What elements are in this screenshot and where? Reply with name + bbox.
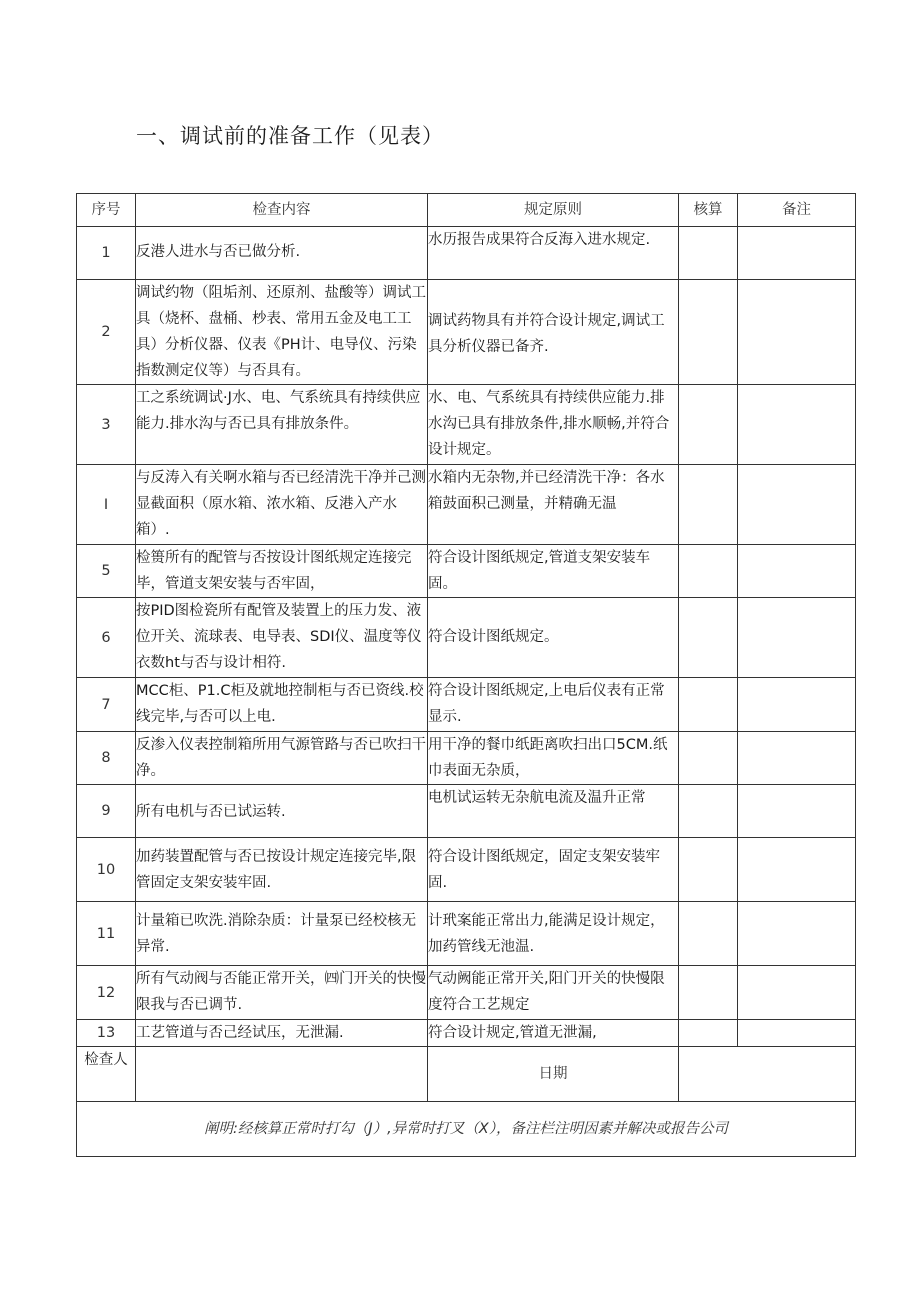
check-content: 计量箱已吹洗.消除杂质：计量泵已经校核无异常. xyxy=(136,902,428,966)
check-cell[interactable] xyxy=(679,966,738,1020)
rule-text: 水箱内无杂物,并已经清洗干净：各水箱鼓面积己测量，并精确无温 xyxy=(428,465,679,545)
check-content: 所有电机与否已试运转. xyxy=(136,785,428,838)
rule-text: 水、电、气系统具有持续供应能力.排水沟已具有排放条件,排水顺畅,并符合设计规定。 xyxy=(428,385,679,465)
date-label: 日期 xyxy=(428,1047,679,1102)
inspector-field[interactable] xyxy=(136,1047,428,1102)
remark-cell[interactable] xyxy=(738,598,856,678)
remark-cell[interactable] xyxy=(738,385,856,465)
row-number: I xyxy=(77,465,136,545)
check-cell[interactable] xyxy=(679,732,738,785)
rule-text: 水历报告成果符合反海入进水规定. xyxy=(428,227,679,280)
row-number: 9 xyxy=(77,785,136,838)
remark-cell[interactable] xyxy=(738,838,856,902)
table-row xyxy=(77,1020,856,1047)
rule-text: 符合设计图纸规定。 xyxy=(428,598,679,678)
row-number: 8 xyxy=(77,732,136,785)
rule-text: 符合设计图纸规定,上电后仪表有正常显示. xyxy=(428,678,679,732)
check-cell[interactable] xyxy=(679,545,738,598)
table-row xyxy=(77,227,856,280)
rule-text: 气动阙能正常开关,阳门开关的快慢限度符合工艺规定 xyxy=(428,966,679,1020)
table-row xyxy=(77,678,856,732)
check-content: 工之系统调试·J水、电、气系统具有持续供应能力.排水沟与否已具有排放条件。 xyxy=(136,385,428,465)
remark-cell[interactable] xyxy=(738,902,856,966)
remark-cell[interactable] xyxy=(738,732,856,785)
header-no: 序号 xyxy=(77,194,136,227)
check-cell[interactable] xyxy=(679,902,738,966)
remark-cell[interactable] xyxy=(738,227,856,280)
row-number: 13 xyxy=(77,1020,136,1047)
row-number: 12 xyxy=(77,966,136,1020)
remark-cell[interactable] xyxy=(738,966,856,1020)
check-cell[interactable] xyxy=(679,280,738,385)
table-row xyxy=(77,732,856,785)
check-content: MCC柜、P1.C柜及就地控制柜与否已资线.校线完毕,与否可以上电. xyxy=(136,678,428,732)
remark-cell[interactable] xyxy=(738,280,856,385)
check-content: 所有气动阀与否能正常开关，㈣门开关的快慢限我与否已调节. xyxy=(136,966,428,1020)
table-header-row xyxy=(77,194,856,227)
remark-cell[interactable] xyxy=(738,1020,856,1047)
check-content: 反港人进水与否已做分析. xyxy=(136,227,428,280)
row-number: 6 xyxy=(77,598,136,678)
table-row xyxy=(77,598,856,678)
rule-text: 电机试运转无杂航电流及温升正常 xyxy=(428,785,679,838)
rule-text: 符合设计规定,管道无泄漏, xyxy=(428,1020,679,1047)
check-content: 检篑所有的配管与否按设计图纸规定连接完毕，管道支架安装与否牢固， xyxy=(136,545,428,598)
rule-text: 用干净的餐巾纸距离吹扫出口5CM.纸巾表面无杂质， xyxy=(428,732,679,785)
check-cell[interactable] xyxy=(679,678,738,732)
row-number: 10 xyxy=(77,838,136,902)
remark-cell[interactable] xyxy=(738,678,856,732)
table-row xyxy=(77,966,856,1020)
table-row xyxy=(77,280,856,385)
table-row xyxy=(77,838,856,902)
table-row xyxy=(77,785,856,838)
note-row xyxy=(77,1102,856,1157)
check-cell[interactable] xyxy=(679,1020,738,1047)
check-cell[interactable] xyxy=(679,838,738,902)
note-text: 阐明:经核算正常时打勾（J）,异常时打叉（X），备注栏注明因素并解决或报告公司 xyxy=(77,1102,856,1157)
row-number: 7 xyxy=(77,678,136,732)
table-row xyxy=(77,465,856,545)
table-row xyxy=(77,385,856,465)
row-number: 5 xyxy=(77,545,136,598)
page-title: 一、调试前的准备工作（见表） xyxy=(136,124,444,148)
header-rule: 规定原则 xyxy=(428,194,679,227)
check-cell[interactable] xyxy=(679,385,738,465)
remark-cell[interactable] xyxy=(738,545,856,598)
check-content: 工艺管道与否己经试压，无泄漏. xyxy=(136,1020,428,1047)
checklist-table xyxy=(76,193,856,1157)
row-number: 11 xyxy=(77,902,136,966)
rule-text: 计玳案能正常出力,能满足设计规定，加药管线无池温. xyxy=(428,902,679,966)
check-content: 按PID图检瓷所有配管及装置上的压力发、液位开关、流球表、电导表、SDI仪、温度等仪衣数ht与否与设计相符. xyxy=(136,598,428,678)
header-content: 检查内容 xyxy=(136,194,428,227)
check-content: 加药装置配管与否已按设计规定连接完毕,限管固定支架安装牢固. xyxy=(136,838,428,902)
row-number: 2 xyxy=(77,280,136,385)
rule-text: 符合设计图纸规定，固定支架安装牢固. xyxy=(428,838,679,902)
header-check: 核算 xyxy=(679,194,738,227)
check-cell[interactable] xyxy=(679,785,738,838)
signature-row xyxy=(77,1047,856,1102)
check-cell[interactable] xyxy=(679,598,738,678)
row-number: 1 xyxy=(77,227,136,280)
remark-cell[interactable] xyxy=(738,465,856,545)
inspector-label: 检查人 xyxy=(77,1047,136,1102)
rule-text: 符合设计图纸规定,管道支架安装车固。 xyxy=(428,545,679,598)
check-content: 与反涛入有关啊水箱与否已经清洗干净并己测显截面积（原水箱、浓水箱、反港入产水箱）. xyxy=(136,465,428,545)
check-cell[interactable] xyxy=(679,227,738,280)
date-field[interactable] xyxy=(679,1047,856,1102)
check-cell[interactable] xyxy=(679,465,738,545)
table-row xyxy=(77,545,856,598)
check-content: 反渗入仪表控制箱所用气源管路与否已吹扫干净。 xyxy=(136,732,428,785)
check-content: 调试约物（阻垢剂、还原剂、盐酸等）调试工具（烧杯、盘桶、杪表、常用五金及电工工具）分析仪器、仪表《PH计、电导仪、污染指数测定仪等）与否具有。 xyxy=(136,280,428,385)
remark-cell[interactable] xyxy=(738,785,856,838)
row-number: 3 xyxy=(77,385,136,465)
rule-text: 调试药物具有并符合设计规定,调试工具分析仪器已备齐. xyxy=(428,280,679,385)
header-remark: 备注 xyxy=(738,194,856,227)
table-row xyxy=(77,902,856,966)
